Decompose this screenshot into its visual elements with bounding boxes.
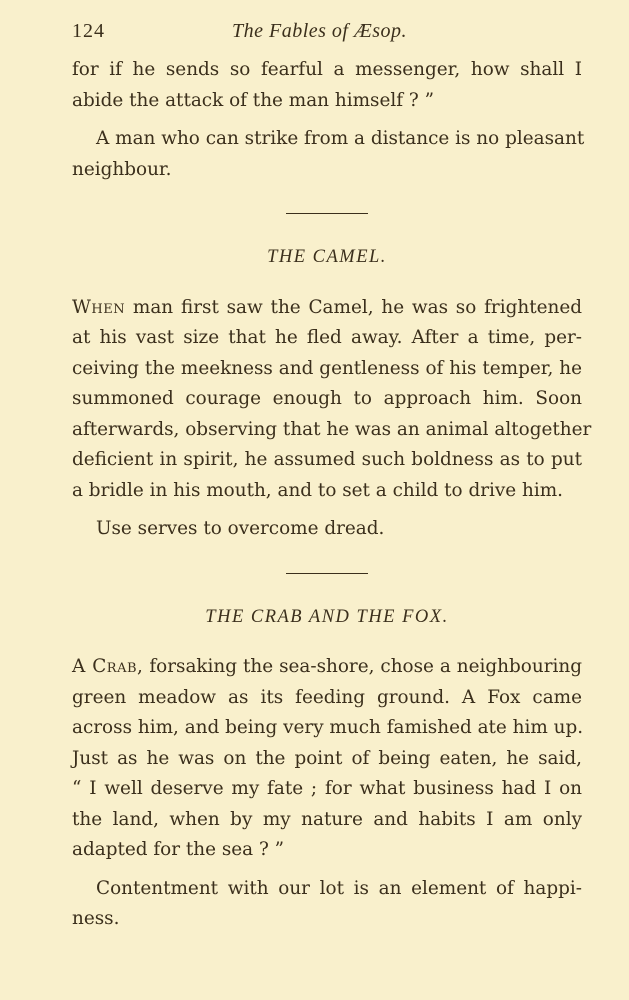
camel-fable-title: THE CAMEL. — [267, 247, 387, 267]
camel-line: ceiving the meekness and gentleness of his temper, he — [72, 357, 582, 379]
camel-line: a bridle in his mouth, and to set a child to drive him. — [72, 479, 564, 501]
section-divider — [286, 573, 368, 574]
running-title: The Fables of Æsop. — [232, 20, 408, 42]
camel-line: summoned courage enough to approach him. Soon — [72, 388, 582, 409]
crab-line: adapted for the sea ? ” — [72, 839, 285, 860]
camel-first-line-text: man first saw the Camel, he was so frightened — [125, 296, 582, 318]
camel-moral: Use serves to overcome dread. — [96, 518, 385, 539]
camel-opening-word: When — [72, 296, 126, 318]
camel-line: deficient in spirit, he assumed such boldness as to put — [72, 449, 582, 470]
page-number: 124 — [72, 20, 105, 42]
crab-moral-line: ness. — [72, 908, 120, 929]
crab-line: Just as he was on the point of being eaten, he said, — [72, 747, 582, 769]
section-divider — [286, 213, 368, 214]
running-header — [72, 20, 582, 46]
camel-first-line — [72, 293, 582, 324]
prev-fable-moral-line: A man who can strike from a distance is no pleasant — [96, 128, 585, 149]
crab-first-line — [72, 652, 582, 683]
crab-first-line-text: forsaking the sea-shore, chose a neighbouring — [143, 656, 582, 677]
prev-fable-line: for if he sends so fearful a messenger, how shall I — [72, 59, 582, 80]
crab-opening-word: A Crab, — [72, 656, 144, 677]
crab-line: across him, and being very much famished ate him up. — [72, 717, 584, 738]
page-body — [72, 55, 592, 935]
crab-line: green meadow as its feeding ground. A Fox came — [72, 686, 582, 708]
crab-moral-line: Contentment with our lot is an element of happi- — [96, 877, 582, 899]
prev-fable-moral-line: neighbour. — [72, 158, 172, 180]
prev-fable-line: abide the attack of the man himself ? ” — [72, 89, 434, 111]
crab-line: the land, when by my nature and habits I am only — [72, 808, 582, 830]
crab-fable-title: THE CRAB AND THE FOX. — [205, 606, 449, 627]
camel-line: afterwards, observing that he was an animal altogether — [72, 418, 592, 440]
camel-line: at his vast size that he fled away. After a time, per- — [72, 327, 582, 348]
crab-line: “ I well deserve my fate ; for what business had I on — [72, 778, 582, 799]
